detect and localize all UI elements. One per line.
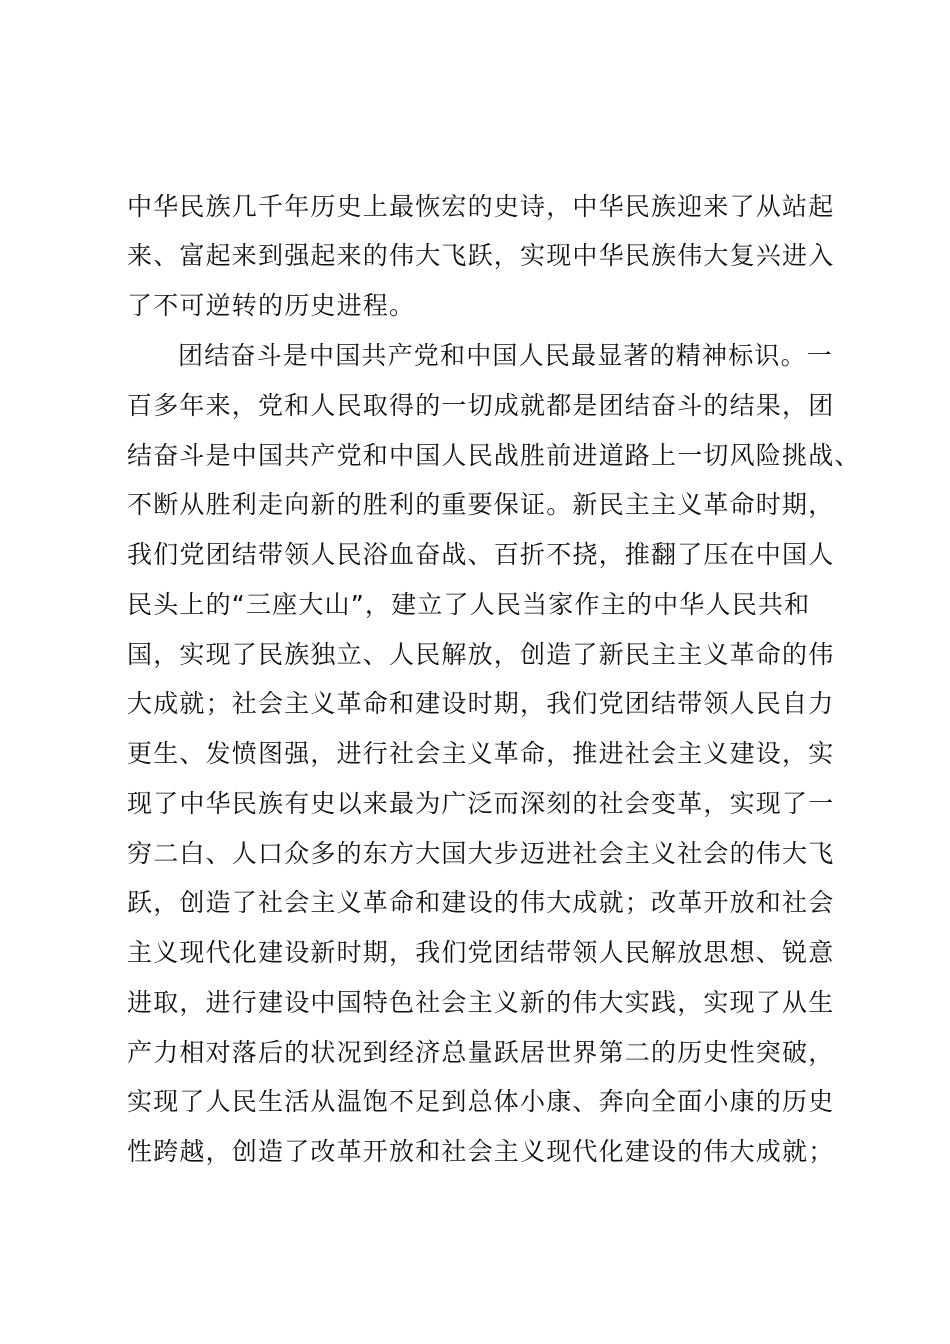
paragraph-line: 中华民族几千年历史上最恢宏的史诗，中华民族迎来了从站起	[127, 192, 835, 221]
paragraph-line: 来、富起来到强起来的伟大飞跃，实现中华民族伟大复兴进入	[127, 241, 835, 270]
paragraph-line: 不断从胜利走向新的胜利的重要保证。新民主主义革命时期，	[127, 490, 835, 519]
paragraph-line: 百多年来，党和人民取得的一切成就都是团结奋斗的结果，团	[127, 391, 835, 420]
paragraph-line: 性跨越，创造了改革开放和社会主义现代化建设的伟大成就；	[127, 1137, 835, 1166]
paragraph-line: 大成就；社会主义革命和建设时期，我们党团结带领人民自力	[127, 689, 835, 718]
paragraph-line: 跃，创造了社会主义革命和建设的伟大成就；改革开放和社会	[127, 888, 835, 917]
paragraph-line: 国，实现了民族独立、人民解放，创造了新民主主义革命的伟	[127, 640, 835, 669]
paragraph-first-line: 团结奋斗是中国共产党和中国人民最显著的精神标识。一	[178, 341, 834, 370]
paragraph-line: 民头上的“三座大山”，建立了人民当家作主的中华人民共和	[127, 590, 811, 619]
paragraph-line: 进取，进行建设中国特色社会主义新的伟大实践，实现了从生	[127, 988, 835, 1017]
paragraph-line: 结奋斗是中国共产党和中国人民战胜前进道路上一切风险挑战、	[127, 441, 861, 470]
paragraph-line: 主义现代化建设新时期，我们党团结带领人民解放思想、锐意	[127, 938, 835, 967]
paragraph-line: 更生、发愤图强，进行社会主义革命，推进社会主义建设，实	[127, 739, 835, 768]
paragraph-line: 产力相对落后的状况到经济总量跃居世界第二的历史性突破，	[127, 1038, 835, 1067]
paragraph-line: 现了中华民族有史以来最为广泛而深刻的社会变革，实现了一	[127, 789, 835, 818]
paragraph-line: 我们党团结带领人民浴血奋战、百折不挠，推翻了压在中国人	[127, 540, 835, 569]
paragraph-line: 实现了人民生活从温饱不足到总体小康、奔向全面小康的历史	[127, 1087, 835, 1116]
paragraph-line: 穷二白、人口众多的东方大国大步迈进社会主义社会的伟大飞	[127, 839, 835, 868]
paragraph-line: 了不可逆转的历史进程。	[127, 291, 416, 320]
